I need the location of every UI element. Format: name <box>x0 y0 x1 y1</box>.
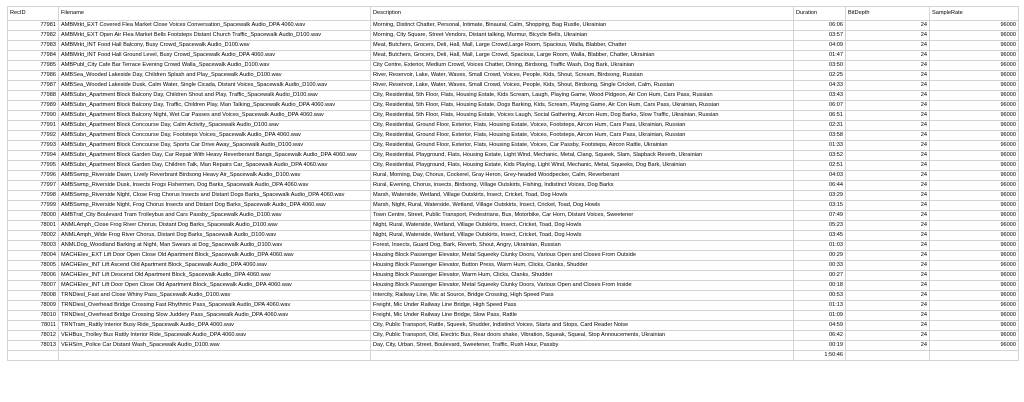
bitdepth-cell[interactable]: 24 <box>846 201 930 211</box>
recid-cell[interactable]: 78000 <box>8 211 59 221</box>
description-cell[interactable]: River, Reservoir, Lake, Water, Waves, Small Crowd, Voices, People, Kids, Shout, Scream, Birdsong, Russian <box>371 71 794 81</box>
total-empty-cell[interactable] <box>371 351 794 361</box>
filename-cell[interactable]: MACHElev_INT Lift Descend Old Apartment Block_Spacewalk Audio_DPA 4060.wav <box>59 271 371 281</box>
duration-cell[interactable]: 00:33 <box>794 261 846 271</box>
recid-cell[interactable]: 78006 <box>8 271 59 281</box>
recid-cell[interactable]: 77983 <box>8 41 59 51</box>
recid-cell[interactable]: 78002 <box>8 231 59 241</box>
filename-cell[interactable]: MACHElev_EXT Lift Door Open Close Old Apartment Block_Spacewalk Audio_DPA 4060.wav <box>59 251 371 261</box>
filename-cell[interactable]: AMBSubn_Apartment Block Concourse Day, Sports Car Drive Away_Spacewalk Audio_D100.wav <box>59 141 371 151</box>
duration-cell[interactable]: 06:07 <box>794 101 846 111</box>
description-cell[interactable]: Marsh, Waterside, Wetland, Village Outskirts, Insect, Cricket, Toad, Dog Howls <box>371 191 794 201</box>
bitdepth-cell[interactable]: 24 <box>846 221 930 231</box>
header-row <box>8 7 1019 21</box>
filename-cell[interactable]: AMBSubn_Apartment Block Concourse Day, Footsteps Voices_Spacewalk Audio_DPA 4060.wav <box>59 131 371 141</box>
filename-cell[interactable]: AMBSubn_Apartment Block Balcony Day, Traffic, Children Play, Man Talking_Spacewalk Audio_DPA 4060.wav <box>59 101 371 111</box>
samplerate-cell[interactable]: 96000 <box>930 291 1019 301</box>
table-row <box>8 211 1019 221</box>
filename-cell[interactable]: AMBSubn_Apartment Block Balcony Night, Wet Car Passes and Voices_Spacewalk Audio_DPA 4060.wav <box>59 111 371 121</box>
recid-cell[interactable]: 78010 <box>8 311 59 321</box>
description-cell[interactable]: Housing Block Passenger Elevator, Button Press, Warm Hum, Clicks, Clanks, Shudder <box>371 261 794 271</box>
samplerate-cell[interactable]: 96000 <box>930 61 1019 71</box>
recid-cell[interactable]: 78003 <box>8 241 59 251</box>
filename-cell[interactable]: TRNDiesl_Overhead Bridge Crossing Fast Rhythmic Pass_Spacewalk Audio_DPA 4060.wav <box>59 301 371 311</box>
duration-cell[interactable]: 00:29 <box>794 251 846 261</box>
table-row <box>8 71 1019 81</box>
description-cell[interactable]: Rural, Morning, Day, Chorus, Cockerel, Gray Heron, Grey-headed Woodpecker, Calm, Reverberant <box>371 171 794 181</box>
duration-cell[interactable]: 03:15 <box>794 201 846 211</box>
table-row <box>8 21 1019 31</box>
filename-cell[interactable]: ANMLAmph_Wide Frog River Chorus, Distant Dog Barks_Spacewalk Audio_D100.wav <box>59 231 371 241</box>
recid-cell[interactable]: 78012 <box>8 331 59 341</box>
bitdepth-cell[interactable]: 24 <box>846 151 930 161</box>
table-row <box>8 241 1019 251</box>
table-row <box>8 331 1019 341</box>
recid-cell[interactable]: 78001 <box>8 221 59 231</box>
bitdepth-cell[interactable]: 24 <box>846 51 930 61</box>
filename-cell[interactable]: VEHSirn_Police Car Distant Wash_Spacewalk Audio_D100.wav <box>59 341 371 351</box>
bitdepth-cell[interactable]: 24 <box>846 231 930 241</box>
duration-cell[interactable]: 03:43 <box>794 91 846 101</box>
recid-cell[interactable]: 78004 <box>8 251 59 261</box>
recid-cell[interactable]: 78005 <box>8 261 59 271</box>
description-cell[interactable]: Forest, Insects, Guard Dog, Bark, Reverb, Shout, Angry, Ukrainian, Russian <box>371 241 794 251</box>
recid-cell[interactable]: 77988 <box>8 91 59 101</box>
duration-cell[interactable]: 07:49 <box>794 211 846 221</box>
table-row <box>8 231 1019 241</box>
table-row <box>8 141 1019 151</box>
duration-cell[interactable]: 01:09 <box>794 311 846 321</box>
duration-cell[interactable]: 00:27 <box>794 271 846 281</box>
filename-cell[interactable]: AMBSwmp_Riverside Night, Close Frog Chorus Insects and Distant Dogs Barks_Spacewalk Audio_DPA 4060.wav <box>59 191 371 201</box>
description-cell[interactable]: Freight, Mic Under Railway Line Bridge, Slow Pass, Rattle <box>371 311 794 321</box>
filename-cell[interactable]: AMBSubn_Apartment Block Concourse Day, Calm Activity_Spacewalk Audio_D100.wav <box>59 121 371 131</box>
samplerate-cell[interactable]: 96000 <box>930 341 1019 351</box>
filename-cell[interactable]: AMBSwmp_Riverside Dusk, Insects Frogs Fishermen, Dog Barks_Spacewalk Audio_DPA 4060.wav <box>59 181 371 191</box>
duration-cell[interactable]: 00:53 <box>794 291 846 301</box>
description-cell[interactable]: Housing Block Passenger Elevator, Metal Squeeky Clunky Doors, Various Open and Closes From Outside <box>371 251 794 261</box>
duration-cell[interactable]: 06:42 <box>794 331 846 341</box>
description-cell[interactable]: Rural, Evening, Chorus, insects, Birdsong, Village Outskirts, Fishing, Indistinct Voices, Dog Barks <box>371 181 794 191</box>
duration-cell[interactable]: 04:09 <box>794 41 846 51</box>
total-empty-cell[interactable] <box>930 351 1019 361</box>
filename-cell[interactable]: MACHElev_INT Lift Door Open Close Old Apartment Block_Spacewalk Audio_DPA 4060.wav <box>59 281 371 291</box>
filename-cell[interactable]: AMBSubn_Apartment Block Garden Day, Children Talk, Man Repairs Car_Spacewalk Audio_DPA 4060.wav <box>59 161 371 171</box>
recid-cell[interactable]: 78009 <box>8 301 59 311</box>
filename-cell[interactable]: AMBSea_Wooded Lakeside Dusk, Calm Water, Single Cicada, Distant Voices_Spacewalk Audio_D100.wav <box>59 81 371 91</box>
description-cell[interactable]: Freight, Mic Under Railway Line Bridge, High Speed Pass <box>371 301 794 311</box>
duration-cell[interactable]: 04:33 <box>794 81 846 91</box>
recid-cell[interactable]: 77995 <box>8 161 59 171</box>
duration-cell[interactable]: 01:33 <box>794 141 846 151</box>
description-cell[interactable]: City, Residential, Ground Floor, Exterior, Flats, Housing Estate, Voices, Footsteps, Aircon Hum, Cars Pass, Ukrainian, Russian <box>371 131 794 141</box>
duration-cell[interactable]: 03:57 <box>794 31 846 41</box>
samplerate-cell[interactable]: 96000 <box>930 131 1019 141</box>
recid-cell[interactable]: 78013 <box>8 341 59 351</box>
table-row <box>8 161 1019 171</box>
description-cell[interactable]: Intercity, Railway Line, Mic at Source, Bridge Crossing, High Speed Pass <box>371 291 794 301</box>
samplerate-cell[interactable]: 96000 <box>930 21 1019 31</box>
samplerate-cell[interactable]: 96000 <box>930 281 1019 291</box>
table-row <box>8 301 1019 311</box>
description-cell[interactable]: City, Public Transport, Rattle, Squeek, Shudder, Indistinct Voices, Starts and Stops, Card Reader Noise <box>371 321 794 331</box>
table-row <box>8 131 1019 141</box>
bitdepth-cell[interactable]: 24 <box>846 121 930 131</box>
samplerate-cell[interactable]: 96000 <box>930 191 1019 201</box>
samplerate-cell[interactable]: 96000 <box>930 181 1019 191</box>
duration-cell[interactable]: 03:58 <box>794 131 846 141</box>
recid-cell[interactable]: 77993 <box>8 141 59 151</box>
recid-cell[interactable]: 77991 <box>8 121 59 131</box>
duration-cell[interactable]: 00:18 <box>794 281 846 291</box>
bitdepth-cell[interactable]: 24 <box>846 81 930 91</box>
filename-cell[interactable]: AMBMrkt_INT Food Hall Ground Level, Busy Crowd_Spacewalk Audio_DPA 4060.wav <box>59 51 371 61</box>
recid-cell[interactable]: 77996 <box>8 171 59 181</box>
table-row <box>8 271 1019 281</box>
header-bitdepth[interactable]: BitDepth <box>846 7 930 21</box>
description-cell[interactable]: Meat, Butchers, Grocers, Deli, Hall, Mall, Large Crowd,Large Room, Spacious, Walla, Blabber, Chatter <box>371 41 794 51</box>
table-row <box>8 261 1019 271</box>
filename-cell[interactable]: AMBSubn_Apartment Block Balcony Day, Children Shout and Play, Traffic_Spacewalk Audio_D100.wav <box>59 91 371 101</box>
total-empty-cell[interactable] <box>8 351 59 361</box>
filename-cell[interactable]: AMBMrkt_INT Food Hall Balcony, Busy Crowd_Spacewalk Audio_D100.wav <box>59 41 371 51</box>
samplerate-cell[interactable]: 96000 <box>930 271 1019 281</box>
filename-cell[interactable]: ANMLAmph_Close Frog River Chorus, Distant Dog Barks_Spacewalk Audio_D100.wav <box>59 221 371 231</box>
duration-cell[interactable]: 02:31 <box>794 121 846 131</box>
samplerate-cell[interactable]: 96000 <box>930 231 1019 241</box>
samplerate-cell[interactable]: 96000 <box>930 71 1019 81</box>
samplerate-cell[interactable]: 96000 <box>930 221 1019 231</box>
recid-cell[interactable]: 77992 <box>8 131 59 141</box>
table-row <box>8 171 1019 181</box>
duration-cell[interactable]: 03:52 <box>794 151 846 161</box>
filename-cell[interactable]: AMBSea_Wooded Lakeside Day, Children Splash and Play_Spacewalk Audio_D100.wav <box>59 71 371 81</box>
header-duration[interactable]: Duration <box>794 7 846 21</box>
table-row <box>8 41 1019 51</box>
samplerate-cell[interactable]: 96000 <box>930 51 1019 61</box>
bitdepth-cell[interactable]: 24 <box>846 291 930 301</box>
recid-cell[interactable]: 77984 <box>8 51 59 61</box>
samplerate-cell[interactable]: 96000 <box>930 201 1019 211</box>
header-recid[interactable]: RecID <box>8 7 59 21</box>
filename-cell[interactable]: TRNDiesl_Overhead Bridge Crossing Slow Juddery Pass_Spacewalk Audio_DPA 4060.wav <box>59 311 371 321</box>
duration-cell[interactable]: 05:23 <box>794 221 846 231</box>
bitdepth-cell[interactable]: 24 <box>846 101 930 111</box>
duration-cell[interactable]: 01:03 <box>794 241 846 251</box>
duration-cell[interactable]: 06:06 <box>794 21 846 31</box>
recid-cell[interactable]: 77985 <box>8 61 59 71</box>
table-row <box>8 101 1019 111</box>
samplerate-cell[interactable]: 96000 <box>930 301 1019 311</box>
filename-cell[interactable]: AMBPubl_City Cafe Bar Terrace Evening Crowd Walla_Spacewalk Audio_D100.wav <box>59 61 371 71</box>
table-row <box>8 201 1019 211</box>
samplerate-cell[interactable]: 96000 <box>930 261 1019 271</box>
table-row <box>8 81 1019 91</box>
samplerate-cell[interactable]: 96000 <box>930 321 1019 331</box>
recid-cell[interactable]: 78007 <box>8 281 59 291</box>
duration-cell[interactable]: 04:59 <box>794 321 846 331</box>
table-row <box>8 181 1019 191</box>
description-cell[interactable]: Marsh, Night, Rural, Waterside, Wetland, Village Outskirts, Insect, Cricket, Toad, Dog Howls <box>371 201 794 211</box>
samplerate-cell[interactable]: 96000 <box>930 111 1019 121</box>
samplerate-cell[interactable]: 96000 <box>930 311 1019 321</box>
recid-cell[interactable]: 77989 <box>8 101 59 111</box>
filename-cell[interactable]: MACHElev_INT Lift Ascend Old Apartment Block_Spacewalk Audio_DPA 4060.wav <box>59 261 371 271</box>
bitdepth-cell[interactable]: 24 <box>846 161 930 171</box>
recid-cell[interactable]: 78008 <box>8 291 59 301</box>
bitdepth-cell[interactable]: 24 <box>846 41 930 51</box>
description-cell[interactable]: Housing Block Passenger Elevator, Metal Squeeky Clunky Doors, Various Open and Closes From Inside <box>371 281 794 291</box>
table-row <box>8 31 1019 41</box>
filename-cell[interactable]: AMBTraf_City Boulevard Tram Trolleybus and Cars Passby_Spacewalk Audio_D100.wav <box>59 211 371 221</box>
bitdepth-cell[interactable]: 24 <box>846 181 930 191</box>
filename-cell[interactable]: AMBMrkt_EXT Open Air Flea Market Bells Footsteps Distant Church Traffic_Spacewalk Audio_D100.wav <box>59 31 371 41</box>
samplerate-cell[interactable]: 96000 <box>930 81 1019 91</box>
bitdepth-cell[interactable]: 24 <box>846 31 930 41</box>
table-row <box>8 111 1019 121</box>
duration-cell[interactable]: 01:13 <box>794 301 846 311</box>
description-cell[interactable]: River, Reservoir, Lake, Water, Waves, Small Crowd, Voices, People, Kids, Shout, Birdsong, Single Cricket, Calm, Russian <box>371 81 794 91</box>
filename-cell[interactable]: AMBSwmp_Riverside Night, Frog Chorus Insects and Distant Dog Barks_Spacewalk Audio_DPA 4060.wav <box>59 201 371 211</box>
duration-cell[interactable]: 03:45 <box>794 231 846 241</box>
table-row <box>8 311 1019 321</box>
samplerate-cell[interactable]: 96000 <box>930 31 1019 41</box>
filename-cell[interactable]: AMBSwmp_Riverside Dawn, Lively Reverbrant Birdsong Heavy Air_Spacewalk Audio_D100.wav <box>59 171 371 181</box>
header-samplerate[interactable]: SampleRate <box>930 7 1019 21</box>
bitdepth-cell[interactable]: 24 <box>846 211 930 221</box>
bitdepth-cell[interactable]: 24 <box>846 261 930 271</box>
duration-cell[interactable]: 03:50 <box>794 61 846 71</box>
table-row <box>8 191 1019 201</box>
table-row <box>8 61 1019 71</box>
total-empty-cell[interactable] <box>59 351 371 361</box>
bitdepth-cell[interactable]: 24 <box>846 61 930 71</box>
table-row <box>8 151 1019 161</box>
description-cell[interactable]: Day, City, Urban, Street, Boulevard, Sweetener, Traffic, Rush Hour, Passby <box>371 341 794 351</box>
table-row <box>8 281 1019 291</box>
total-row <box>8 351 1019 361</box>
bitdepth-cell[interactable]: 24 <box>846 271 930 281</box>
recid-cell[interactable]: 77990 <box>8 111 59 121</box>
bitdepth-cell[interactable]: 24 <box>846 341 930 351</box>
samplerate-cell[interactable]: 96000 <box>930 331 1019 341</box>
table-row <box>8 91 1019 101</box>
description-cell[interactable]: City, Public Transport, Old, Electric Bus, Rear doors shake, Vibration, Squeak, Squeal, Stop Annoucements, Ukrainian <box>371 331 794 341</box>
table-row <box>8 51 1019 61</box>
bitdepth-cell[interactable]: 24 <box>846 311 930 321</box>
bitdepth-cell[interactable]: 24 <box>846 71 930 81</box>
bitdepth-cell[interactable]: 24 <box>846 241 930 251</box>
bitdepth-cell[interactable]: 24 <box>846 111 930 121</box>
description-cell[interactable]: City, Residential, 5th Floor, Flats, Housing Estate, Voices Laugh, Social Gathering, Aircon Hum, Dog Barks, Slow Traffic, Ukrainian, Russian <box>371 111 794 121</box>
description-cell[interactable]: City, Residential, 5th Floor, Flats, Housing Estate, Dogs Barking, Kids, Scream, Playing Game, Air Con Hum, Cars Pass, Ukrainian, Russian <box>371 101 794 111</box>
filename-cell[interactable]: VEHBus_Trolley Bus Rattly Interior Ride_Spacewalk Audio_DPA 4060.wav <box>59 331 371 341</box>
duration-cell[interactable]: 03:29 <box>794 191 846 201</box>
table-row <box>8 321 1019 331</box>
duration-cell[interactable]: 01:47 <box>794 51 846 61</box>
recid-cell[interactable]: 77997 <box>8 181 59 191</box>
samplerate-cell[interactable]: 96000 <box>930 101 1019 111</box>
samplerate-cell[interactable]: 96000 <box>930 151 1019 161</box>
bitdepth-cell[interactable]: 24 <box>846 171 930 181</box>
filename-cell[interactable]: ANMLDog_Woodland Barking at Night, Man Swears at Dog_Spacewalk Audio_D100.wav <box>59 241 371 251</box>
description-cell[interactable]: City, Residential, Ground Floor, Exterior, Flats, Housing Estate, Voices, Footsteps, Aircon Hum, Cars Pass, Ukrainian, Russian <box>371 121 794 131</box>
recid-cell[interactable]: 78011 <box>8 321 59 331</box>
table-row <box>8 341 1019 351</box>
bitdepth-cell[interactable]: 24 <box>846 331 930 341</box>
description-cell[interactable]: Town Centre, Street, Public Transport, Pedestrians, Bus, Motorbike, Car Horn, Distant Voices, Sweetener <box>371 211 794 221</box>
bitdepth-cell[interactable]: 24 <box>846 191 930 201</box>
header-filename[interactable]: Filename <box>59 7 371 21</box>
description-cell[interactable]: City, Residential, Playground, Flats, Housing Estate, Kids Playing, Light Wind, Mechanic, Metal, Squeeks, Dog Bark, Ukrainian <box>371 161 794 171</box>
duration-cell[interactable]: 06:51 <box>794 111 846 121</box>
samplerate-cell[interactable]: 96000 <box>930 171 1019 181</box>
description-cell[interactable]: City, Residential, Ground Floor, Exterior, Flats, Housing Estate, Voices, Car Passby, Footsteps, Aircon Rattle, Ukrainian <box>371 141 794 151</box>
samplerate-cell[interactable]: 96000 <box>930 211 1019 221</box>
bitdepth-cell[interactable]: 24 <box>846 91 930 101</box>
filename-cell[interactable]: TRNTram_Rattly Interior Busy Ride_Spacewalk Audio_DPA 4060.wav <box>59 321 371 331</box>
samplerate-cell[interactable]: 96000 <box>930 161 1019 171</box>
filename-cell[interactable]: AMBSubn_Apartment Block Garden Day, Car Repair With Heavy Reverberant Bangs_Spacewalk Audio_DPA 4060.wav <box>59 151 371 161</box>
description-cell[interactable]: Morning, City Square, Street Vendors, Distant talking, Murmur, Bicycle Bells, Ukrainian <box>371 31 794 41</box>
samplerate-cell[interactable]: 96000 <box>930 241 1019 251</box>
samplerate-cell[interactable]: 96000 <box>930 251 1019 261</box>
description-cell[interactable]: City, Residential, Playground, Flats, Housing Estate, Light Wind, Mechanic, Metal, Clang, Squeek, Slam, Slapback Reverb, Ukrainian <box>371 151 794 161</box>
bitdepth-cell[interactable]: 24 <box>846 251 930 261</box>
data-table <box>7 6 1019 361</box>
samplerate-cell[interactable]: 96000 <box>930 91 1019 101</box>
samplerate-cell[interactable]: 96000 <box>930 141 1019 151</box>
description-cell[interactable]: Night, Rural, Waterside, Wetland, Village Outskirts, Insect, Cricket, Toad, Dog Howls <box>371 231 794 241</box>
recid-cell[interactable]: 77981 <box>8 21 59 31</box>
bitdepth-cell[interactable]: 24 <box>846 21 930 31</box>
duration-cell[interactable]: 02:25 <box>794 71 846 81</box>
description-cell[interactable]: Night, Rural, Waterside, Wetland, Village Outskirts, Insect, Cricket, Toad, Dog Howls <box>371 221 794 231</box>
recid-cell[interactable]: 77999 <box>8 201 59 211</box>
filename-cell[interactable]: TRNDiesl_Fast and Close Whiny Pass_Spacewalk Audio_D100.wav <box>59 291 371 301</box>
recid-cell[interactable]: 77986 <box>8 71 59 81</box>
table-row <box>8 291 1019 301</box>
samplerate-cell[interactable]: 96000 <box>930 41 1019 51</box>
table-row <box>8 221 1019 231</box>
bitdepth-cell[interactable]: 24 <box>846 321 930 331</box>
bitdepth-cell[interactable]: 24 <box>846 141 930 151</box>
description-cell[interactable]: Housing Block Passenger Elevator, Warm Hum, Clicks, Clanks, Shudder <box>371 271 794 281</box>
header-description[interactable]: Description <box>371 7 794 21</box>
description-cell[interactable]: City, Residential, 5th Floor, Flats, Housing Estate, Kids Scream, Laugh, Playing Game, Wood Pidgeon, Air Con Hum, Cars Pass, Russian <box>371 91 794 101</box>
duration-cell[interactable]: 06:44 <box>794 181 846 191</box>
description-cell[interactable]: Morning, Distinct Chatter, Personal, Intimate, Binaural, Calm, Shopping, Bag Rustle, Ukrainian <box>371 21 794 31</box>
duration-cell[interactable]: 04:03 <box>794 171 846 181</box>
duration-cell[interactable]: 02:51 <box>794 161 846 171</box>
filename-cell[interactable]: AMBMrkt_EXT Covered Flea Market Close Voices Conversation_Spacewalk Audio_DPA 4060.wav <box>59 21 371 31</box>
recid-cell[interactable]: 77982 <box>8 31 59 41</box>
recid-cell[interactable]: 77987 <box>8 81 59 91</box>
table-body <box>8 21 1019 351</box>
bitdepth-cell[interactable]: 24 <box>846 301 930 311</box>
table-row <box>8 251 1019 261</box>
bitdepth-cell[interactable]: 24 <box>846 281 930 291</box>
samplerate-cell[interactable]: 96000 <box>930 121 1019 131</box>
recid-cell[interactable]: 77994 <box>8 151 59 161</box>
description-cell[interactable]: City Centre, Exterior, Medium Crowd, Voices Chatter, Dining, Birdsong, Traffic Wash, Dog Bark, Ukrainian <box>371 61 794 71</box>
duration-cell[interactable]: 00:19 <box>794 341 846 351</box>
total-duration-cell[interactable]: 1:50:46 <box>794 351 846 361</box>
recid-cell[interactable]: 77998 <box>8 191 59 201</box>
bitdepth-cell[interactable]: 24 <box>846 131 930 141</box>
total-empty-cell[interactable] <box>846 351 930 361</box>
table-row <box>8 121 1019 131</box>
description-cell[interactable]: Meat, Butchers, Grocers, Deli, Hall, Mall, Large Crowd, Spacious, Large Room, Walla, Blabber, Chatter, Ukrainian <box>371 51 794 61</box>
spreadsheet <box>7 6 1018 361</box>
